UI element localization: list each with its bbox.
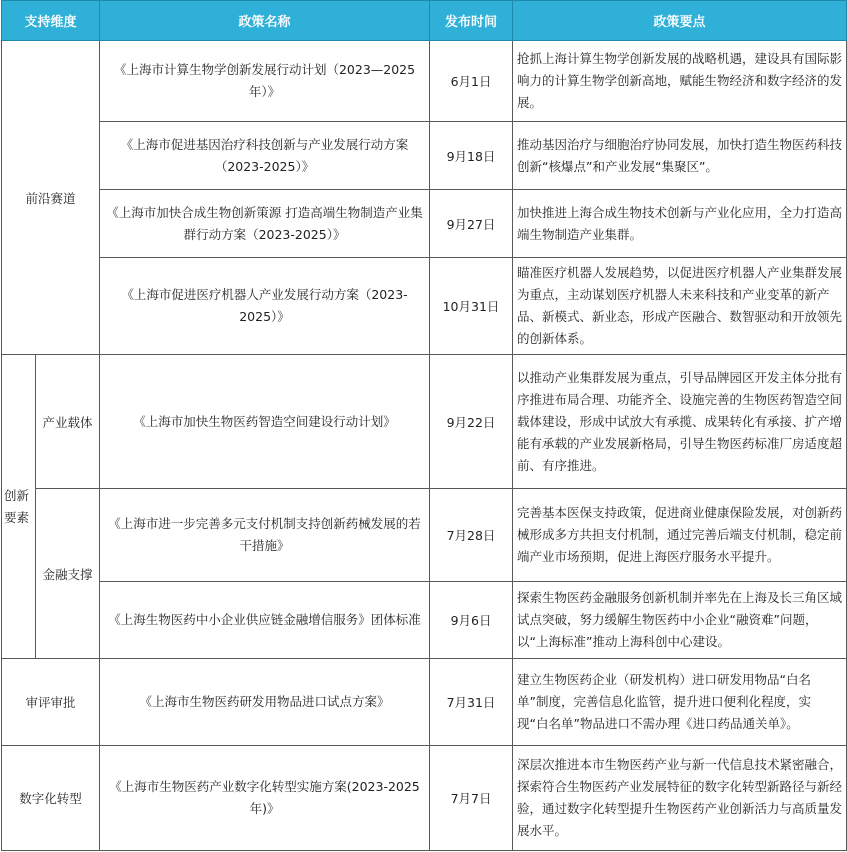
- policy-points: 建立生物医药企业（研发机构）进口研发用物品“白名单”制度，完善信息化监管，提升进口便利化程度，实现“白名单”物品进口不需办理《进口药品通关单》。: [513, 659, 847, 746]
- release-date: 6月1日: [430, 41, 513, 122]
- policy-name: 《上海市促进医疗机器人产业发展行动方案（2023-2025）》: [100, 258, 430, 355]
- policy-name: 《上海市计算生物学创新发展行动计划（2023—2025年）》: [100, 41, 430, 122]
- policy-name: 《上海市生物医药产业数字化转型实施方案(2023-2025年)》: [100, 746, 430, 851]
- release-date: 9月22日: [430, 355, 513, 489]
- header-policy-points: 政策要点: [513, 1, 847, 41]
- policy-name: 《上海市进一步完善多元支付机制支持创新药械发展的若干措施》: [100, 489, 430, 582]
- table-row: [2, 746, 847, 851]
- policy-name: 《上海市促进基因治疗科技创新与产业发展行动方案（2023-2025）》: [100, 122, 430, 190]
- policy-name: 《上海市加快生物医药智造空间建设行动计划》: [100, 355, 430, 489]
- table-row: [2, 122, 847, 190]
- policy-name: 《上海生物医药中小企业供应链金融增信服务》团体标准: [100, 582, 430, 659]
- table-row: [2, 190, 847, 258]
- header-row: [2, 1, 847, 41]
- release-date: 7月28日: [430, 489, 513, 582]
- table-row: [2, 355, 847, 489]
- policy-points: 推动基因治疗与细胞治疗协同发展，加快打造生物医药科技创新“核爆点”和产业发展“集聚区”。: [513, 122, 847, 190]
- policy-points: 完善基本医保支持政策，促进商业健康保险发展，对创新药械形成多方共担支付机制，通过完善后端支付机制，稳定前端产业市场预期，促进上海医疗服务水平提升。: [513, 489, 847, 582]
- release-date: 9月27日: [430, 190, 513, 258]
- table-row: [2, 489, 847, 582]
- group-financial-support: 金融支撑: [36, 489, 100, 659]
- policy-table: [1, 0, 847, 851]
- policy-points: 以推动产业集群发展为重点，引导品牌园区开发主体分批有序推进布局合理、功能齐全、设施完善的生物医药智造空间载体建设，形成中试放大有承揽、成果转化有承接、扩产增能有承载的产业发展新格局，引导生物医药标准厂房适度超前、有序推进。: [513, 355, 847, 489]
- release-date: 10月31日: [430, 258, 513, 355]
- policy-points: 深层次推进本市生物医药产业与新一代信息技术紧密融合，探索符合生物医药产业发展特征的数字化转型新路径与新经验，通过数字化转型提升生物医药产业创新活力与高质量发展水平。: [513, 746, 847, 851]
- policy-points: 瞄准医疗机器人发展趋势，以促进医疗机器人产业集群发展为重点，主动谋划医疗机器人未来科技和产业变革的新产品、新模式、新业态，形成产医融合、数智驱动和开放领先的创新体系。: [513, 258, 847, 355]
- release-date: 7月31日: [430, 659, 513, 746]
- table-row: [2, 659, 847, 746]
- release-date: 9月6日: [430, 582, 513, 659]
- group-innovation: 创新要素: [2, 355, 36, 659]
- policy-points: 加快推进上海合成生物技术创新与产业化应用，全力打造高端生物制造产业集群。: [513, 190, 847, 258]
- table-row: [2, 41, 847, 122]
- header-dimension: 支持维度: [2, 1, 100, 41]
- release-date: 7月7日: [430, 746, 513, 851]
- group-digital-transformation: 数字化转型: [2, 746, 100, 851]
- group-frontier: 前沿赛道: [2, 41, 100, 355]
- policy-points: 抢抓上海计算生物学创新发展的战略机遇，建设具有国际影响力的计算生物学创新高地，赋能生物经济和数字经济的发展。: [513, 41, 847, 122]
- policy-name: 《上海市加快合成生物创新策源 打造高端生物制造产业集群行动方案（2023-2025）》: [100, 190, 430, 258]
- policy-points: 探索生物医药金融服务创新机制并率先在上海及长三角区域试点突破，努力缓解生物医药中小企业“融资难”问题，以“上海标准”推动上海科创中心建设。: [513, 582, 847, 659]
- table-row: [2, 582, 847, 659]
- release-date: 9月18日: [430, 122, 513, 190]
- policy-name: 《上海市生物医药研发用物品进口试点方案》: [100, 659, 430, 746]
- header-policy-name: 政策名称: [100, 1, 430, 41]
- group-review-approval: 审评审批: [2, 659, 100, 746]
- group-industry-carrier: 产业载体: [36, 355, 100, 489]
- header-release-date: 发布时间: [430, 1, 513, 41]
- table-row: [2, 258, 847, 355]
